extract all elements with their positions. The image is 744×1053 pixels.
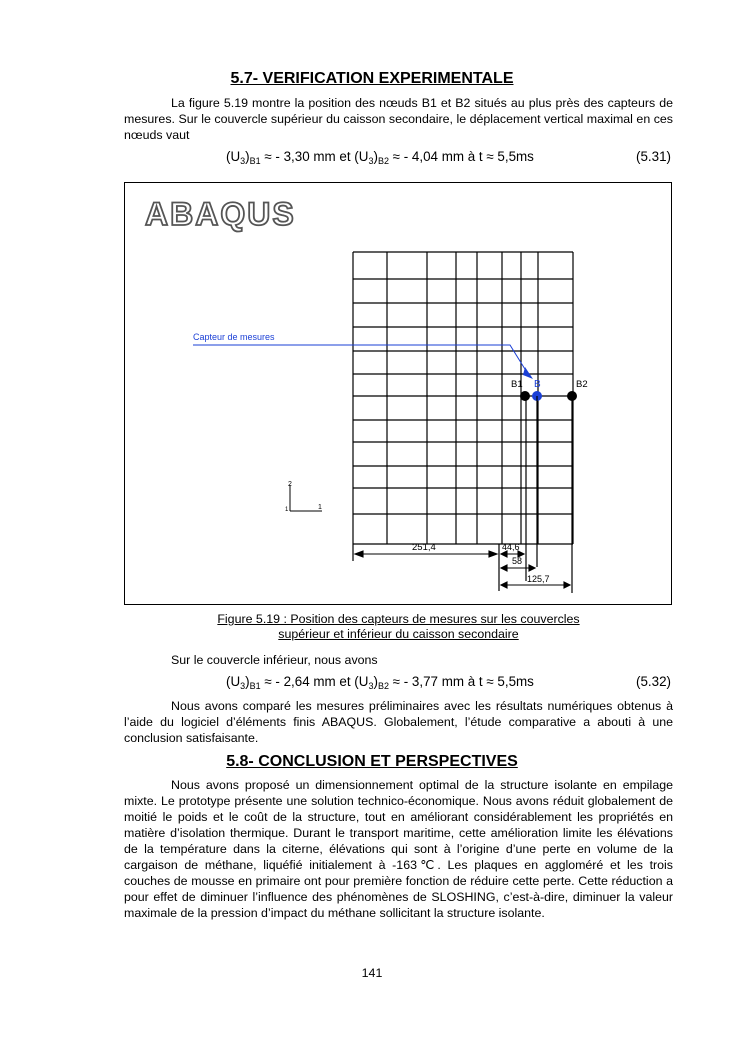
node-b-label: B [534,379,541,390]
abaqus-mesh-figure [125,183,671,604]
node-b1 [520,391,530,401]
figure-5-19 [124,182,672,605]
comparison-paragraph: Nous avons comparé les mesures préliminaires avec les résultats numériques obtenus à l’aide du logiciel d’éléments finis ABAQUS. Globalement, l’étude comparative a abouti à une conclusion satisfaisante. [124,699,673,745]
equation-5-31 [124,149,673,167]
equation-5-32-body: $(U_3)_{B1}$ ≈ - 2,64 mm et $(U_3)_{B2}$ ≈ - 3,77 mm à t ≈ 5,5ms [226,674,534,691]
equation-number: (5.31) [636,149,671,164]
axis-2-label: 2 [288,481,292,488]
dimension-arrow [501,582,507,588]
sensor-leader-line [193,345,528,374]
axis-origin-label: 1 [285,507,289,513]
dimension-251-4: 251,4 [412,542,436,553]
axis-1-label: 1 [318,504,322,511]
page-number: 141 [361,966,383,980]
dimension-arrow [355,551,363,557]
dimension-arrow [489,551,497,557]
dimension-arrow [529,565,535,571]
section-5-7-intro: La figure 5.19 montre la position des nœuds B1 et B2 situés au plus près des capteurs de mesures. Sur le couvercle supérieur du caisson secondaire, le déplacement vertical maximal en ces nœuds vaut [124,96,673,142]
sensor-label: Capteur de mesures [193,332,275,342]
node-b2-label: B2 [576,379,588,390]
figure-caption-line1: Figure 5.19 : Position des capteurs de mesures sur les couvercles [217,612,580,626]
equation-5-32 [124,674,673,692]
equation-5-31-body: $(U_3)_{B1}$ ≈ - 3,30 mm et $(U_3)_{B2}$ ≈ - 4,04 mm à t ≈ 5,5ms [226,149,534,166]
section-5-7-title: 5.7- VERIFICATION EXPERIMENTALE [230,70,514,87]
section-5-8-title: 5.8- CONCLUSION ET PERSPECTIVES [226,753,518,770]
dimension-arrow [501,565,507,571]
dimension-44-6: 44,6 [502,542,520,552]
lower-cover-intro: Sur le couvercle inférieur, nous avons [171,653,378,667]
dimension-125-7: 125,7 [527,574,550,584]
node-b1-label: B1 [511,379,523,390]
dimension-58: 58 [512,556,523,566]
conclusion-paragraph: Nous avons proposé un dimensionnement optimal de la structure isolante en empilage mixte. Le prototype présente une solution technico-économique. Nous avons réduit globalement de moitié le poids et le coût de la structure, tout en améliorant considérablement les propriétés en matière d’isolation thermique. Durant le transport maritime, cette amélioration limite les élévations de la température dans la citerne, élévations qui sont à l’origine d’une perte en volume de la cargaison de méthane, liquéfié initialement à -163℃. Les plaques en aggloméré et les trois couches de mousse en primaire ont pour première fonction de réduire cette perte. Cette réduction a pour effet de diminuer l’influence des phénomènes de SLOSHING, c’est-à-dire, diminuer la valeur maximale de la pression d’impact du méthane sollicitant la structure isolante. [124,778,673,920]
abaqus-logo: ABAQUS [145,196,296,232]
figure-caption-line2: supérieur et inférieur du caisson secondaire [278,627,519,641]
equation-number: (5.32) [636,674,671,689]
dimension-arrow [564,582,570,588]
